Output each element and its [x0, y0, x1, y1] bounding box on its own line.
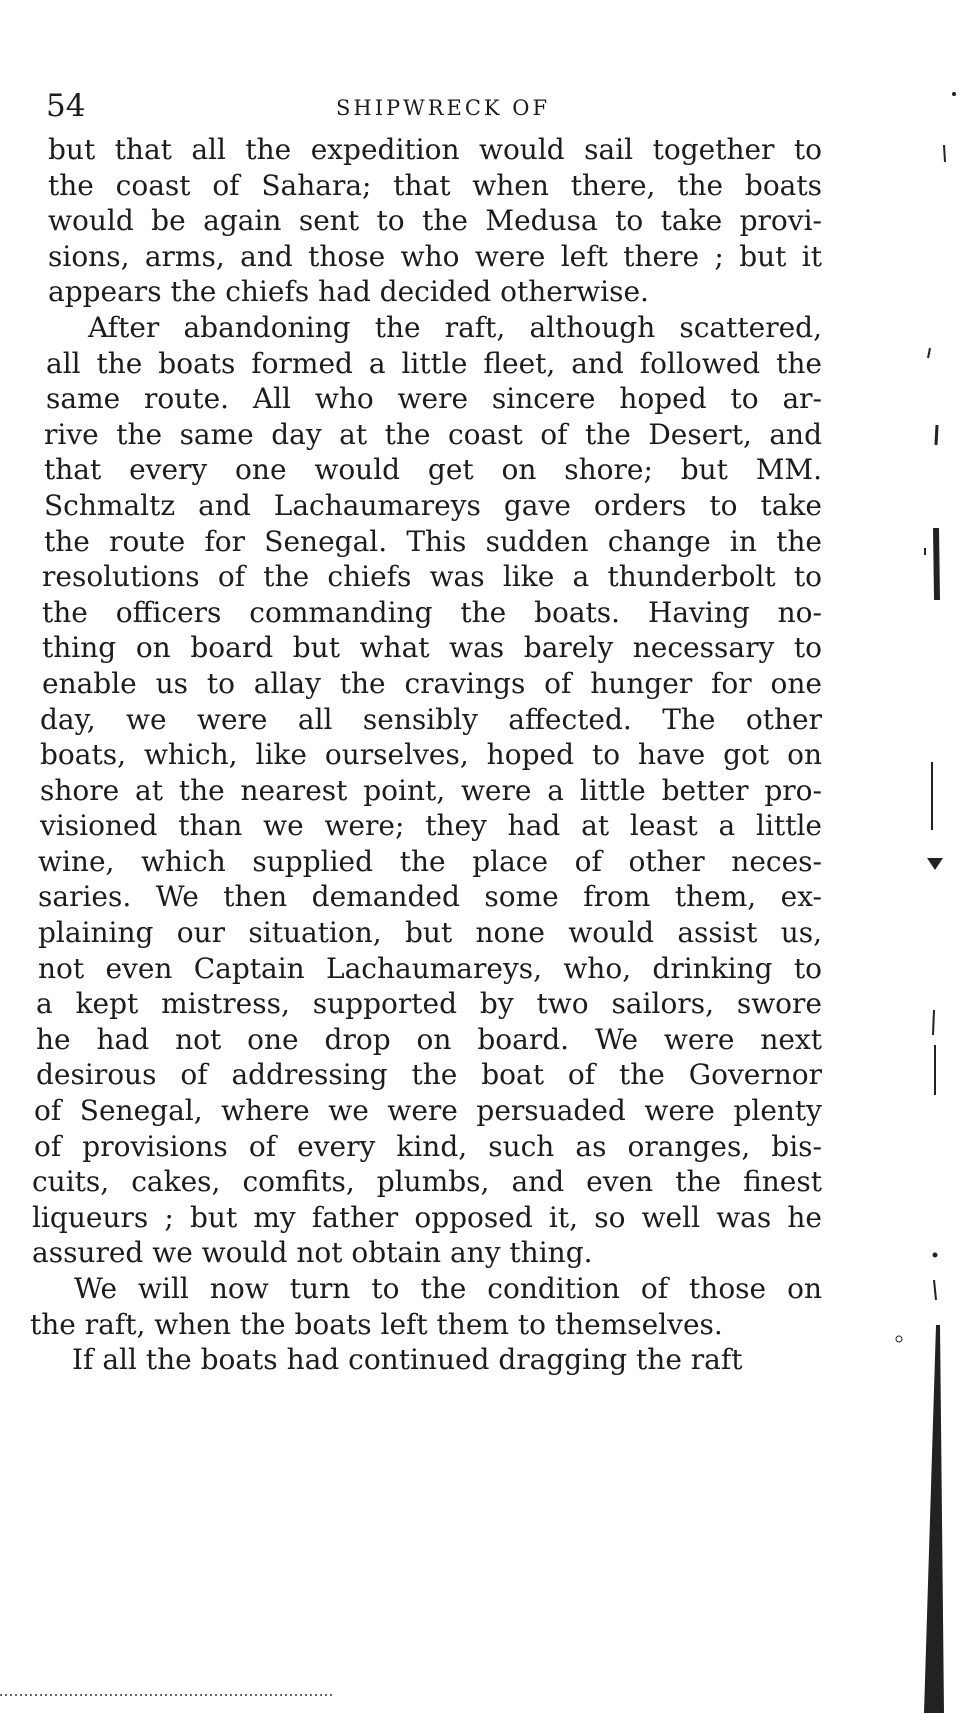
- page-header: [46, 86, 836, 126]
- text-line: cuits, cakes, comfits, plumbs, and even the finest: [32, 1165, 822, 1199]
- text-line: assured we would not obtain any thing.: [32, 1236, 593, 1270]
- text-line: the coast of Sahara; that when there, the boats: [48, 168, 822, 202]
- scan-mark: [927, 858, 943, 870]
- text-line: but that all the expedition would sail together to: [48, 133, 822, 166]
- scan-mark: [928, 348, 930, 358]
- text-line: of provisions of every kind, such as oranges, bis-: [34, 1129, 822, 1163]
- text-line: appears the chiefs had decided otherwise.: [48, 275, 649, 309]
- text-line: of Senegal, where we were persuaded were plenty: [34, 1094, 822, 1128]
- scan-speck: [896, 1336, 902, 1342]
- text-line: same route. All who were sincere hoped to ar-: [46, 382, 822, 416]
- text-line: he had not one drop on board. We were next: [36, 1022, 822, 1056]
- text-line: desirous of addressing the boat of the Governor: [36, 1058, 822, 1092]
- scan-mark: [936, 425, 937, 445]
- body-text: [30, 132, 822, 1378]
- page-number: 54: [46, 88, 86, 124]
- text-line: Schmaltz and Lachaumareys gave orders to take: [44, 488, 822, 522]
- text-line: the officers commanding the boats. Having no-: [42, 595, 822, 629]
- text-line: boats, which, like ourselves, hoped to have got on: [40, 738, 822, 772]
- text-line: all the boats formed a little fleet, and followed the: [46, 346, 822, 380]
- text-line: plaining our situation, but none would assist us,: [38, 916, 822, 950]
- scan-mark: [936, 528, 937, 600]
- text-line: a kept mistress, supported by two sailors, swore: [36, 987, 822, 1021]
- scan-mark: [934, 1280, 936, 1300]
- text-line: wine, which supplied the place of other neces-: [38, 844, 822, 878]
- text-line: liqueurs ; but my father opposed it, so well was he: [32, 1200, 822, 1234]
- scan-speck: [953, 93, 956, 96]
- text-line: rive the same day at the coast of the Desert, and: [44, 417, 822, 451]
- text-line: sions, arms, and those who were left there ; but it: [48, 239, 822, 273]
- text-line: the route for Senegal. This sudden change in the: [44, 524, 822, 558]
- text-line: visioned than we were; they had at least a little: [40, 809, 822, 843]
- bottom-edge-noise: [0, 1691, 360, 1699]
- text-line: not even Captain Lachaumareys, who, drinking to: [38, 951, 822, 985]
- text-line: resolutions of the chiefs was like a thunderbolt to: [42, 560, 822, 594]
- page-edge-shadow: [924, 1325, 944, 1713]
- page-edge-artifacts: [862, 0, 972, 1713]
- scan-mark: [933, 1010, 934, 1035]
- text-line: saries. We then demanded some from them, ex-: [38, 880, 822, 914]
- text-line: would be again sent to the Medusa to take provi-: [48, 204, 822, 238]
- text-line: enable us to allay the cravings of hunger for one: [42, 666, 822, 700]
- running-title: SHIPWRECK OF: [336, 96, 551, 120]
- text-line: We will now turn to the condition of those on: [74, 1272, 822, 1305]
- scan-mark: [944, 145, 945, 162]
- text-line: After abandoning the raft, although scattered,: [88, 310, 822, 344]
- text-line: day, we were all sensibly affected. The other: [40, 702, 822, 736]
- text-line: the raft, when the boats left them to themselves.: [30, 1307, 723, 1341]
- text-line: thing on board but what was barely necessary to: [42, 631, 822, 665]
- text-line: shore at the nearest point, were a little better pro-: [40, 773, 822, 807]
- text-line: that every one would get on shore; but MM.: [44, 453, 822, 487]
- scan-speck: [933, 1253, 937, 1257]
- text-line: If all the boats had continued dragging the raft: [72, 1343, 743, 1377]
